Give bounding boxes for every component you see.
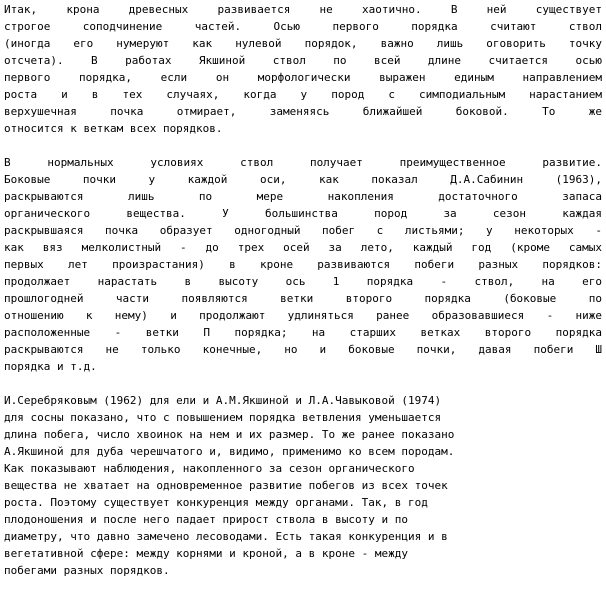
text-line: относится к веткам всех порядков. (4, 122, 223, 135)
text-line: продолжает нарастать в высоту ось 1 порядка - ствол, на его (4, 275, 602, 288)
text-line: побегами разных порядков. (4, 564, 170, 577)
text-line: верхушечная почка отмирает, заменяясь ближайшей боковой. То же (4, 105, 602, 118)
text-line: строгое соподчинение частей. Осью первого порядка считают ствол (4, 20, 602, 33)
paragraph-3 (4, 392, 602, 579)
text-line: И.Серебряковым (1962) для ели и А.М.Якшиной и Л.А.Чавыковой (1974) (4, 394, 442, 407)
text-line: порядка и т.д. (4, 360, 97, 373)
text-line: длина побега, число хвоинок на нем и их размер. То же ранее показано (4, 428, 455, 441)
text-line: органического вещества. У большинства пород за сезон каждая (4, 207, 602, 220)
text-line: раскрывшаяся почка образует одногодный побег с листьями; у некоторых - (4, 224, 602, 237)
text-line: отношению к нему) и продолжают удлиняться ранее образовавшиеся - ниже (4, 309, 602, 322)
text-line: плодоношения и после него падает прирост ствола в высоту и по (4, 513, 408, 526)
text-line: вегетативной сфере: между корнями и кроной, а в кроне - между (4, 547, 408, 560)
text-line: отсчета). В работах Якшиной ствол по всей длине считается осью (4, 54, 602, 67)
text-line: раскрываются лишь по мере накопления достаточного запаса (4, 190, 602, 203)
text-line: диаметру, что давно замечено лесоводами. Есть такая конкуренция и в (4, 530, 448, 543)
text-line: вещества не хватает на одновременное развитие побегов из всех точек (4, 479, 448, 492)
text-line: прошлогодней части появляются ветки второго порядка (боковые по (4, 292, 602, 305)
text-line: Боковые почки у каждой оси, как показал Д.А.Сабинин (1963), (4, 173, 602, 186)
text-line: роста. Поэтому существует конкуренция между органами. Так, в год (4, 496, 428, 509)
text-line: как вяз мелколистный - до трех осей за лето, каждый год (кроме самых (4, 241, 602, 254)
text-line: расположенные - ветки П порядка; на старших ветках второго порядка (4, 326, 602, 339)
text-line: первых лет произрастания) в кроне развиваются побеги разных порядков: (4, 258, 602, 271)
text-line: В нормальных условиях ствол получает преимущественное развитие. (4, 156, 602, 169)
text-line: для сосны показано, что с повышением порядка ветвления уменьшается (4, 411, 442, 424)
text-line: роста и в тех случаях, когда у пород с симподиальным нарастанием (4, 88, 602, 101)
text-line: Как показывают наблюдения, накопленного за сезон органического (4, 462, 415, 475)
text-line: (иногда его нумеруют как нулевой порядок, важно лишь оговорить точку (4, 37, 602, 50)
paragraph-2 (4, 154, 602, 375)
text-line: первого порядка, если он морфологически выражен единым направлением (4, 71, 602, 84)
paragraph-1 (4, 1, 602, 137)
text-line: Итак, крона древесных развивается не хаотично. В ней существует (4, 3, 602, 16)
text-line: раскрываются не только конечные, но и боковые почки, давая побеги Ш (4, 343, 602, 356)
document-body (4, 1, 602, 596)
text-line: А.Якшиной для дуба черешчатого и, видимо, применимо ко всем породам. (4, 445, 455, 458)
